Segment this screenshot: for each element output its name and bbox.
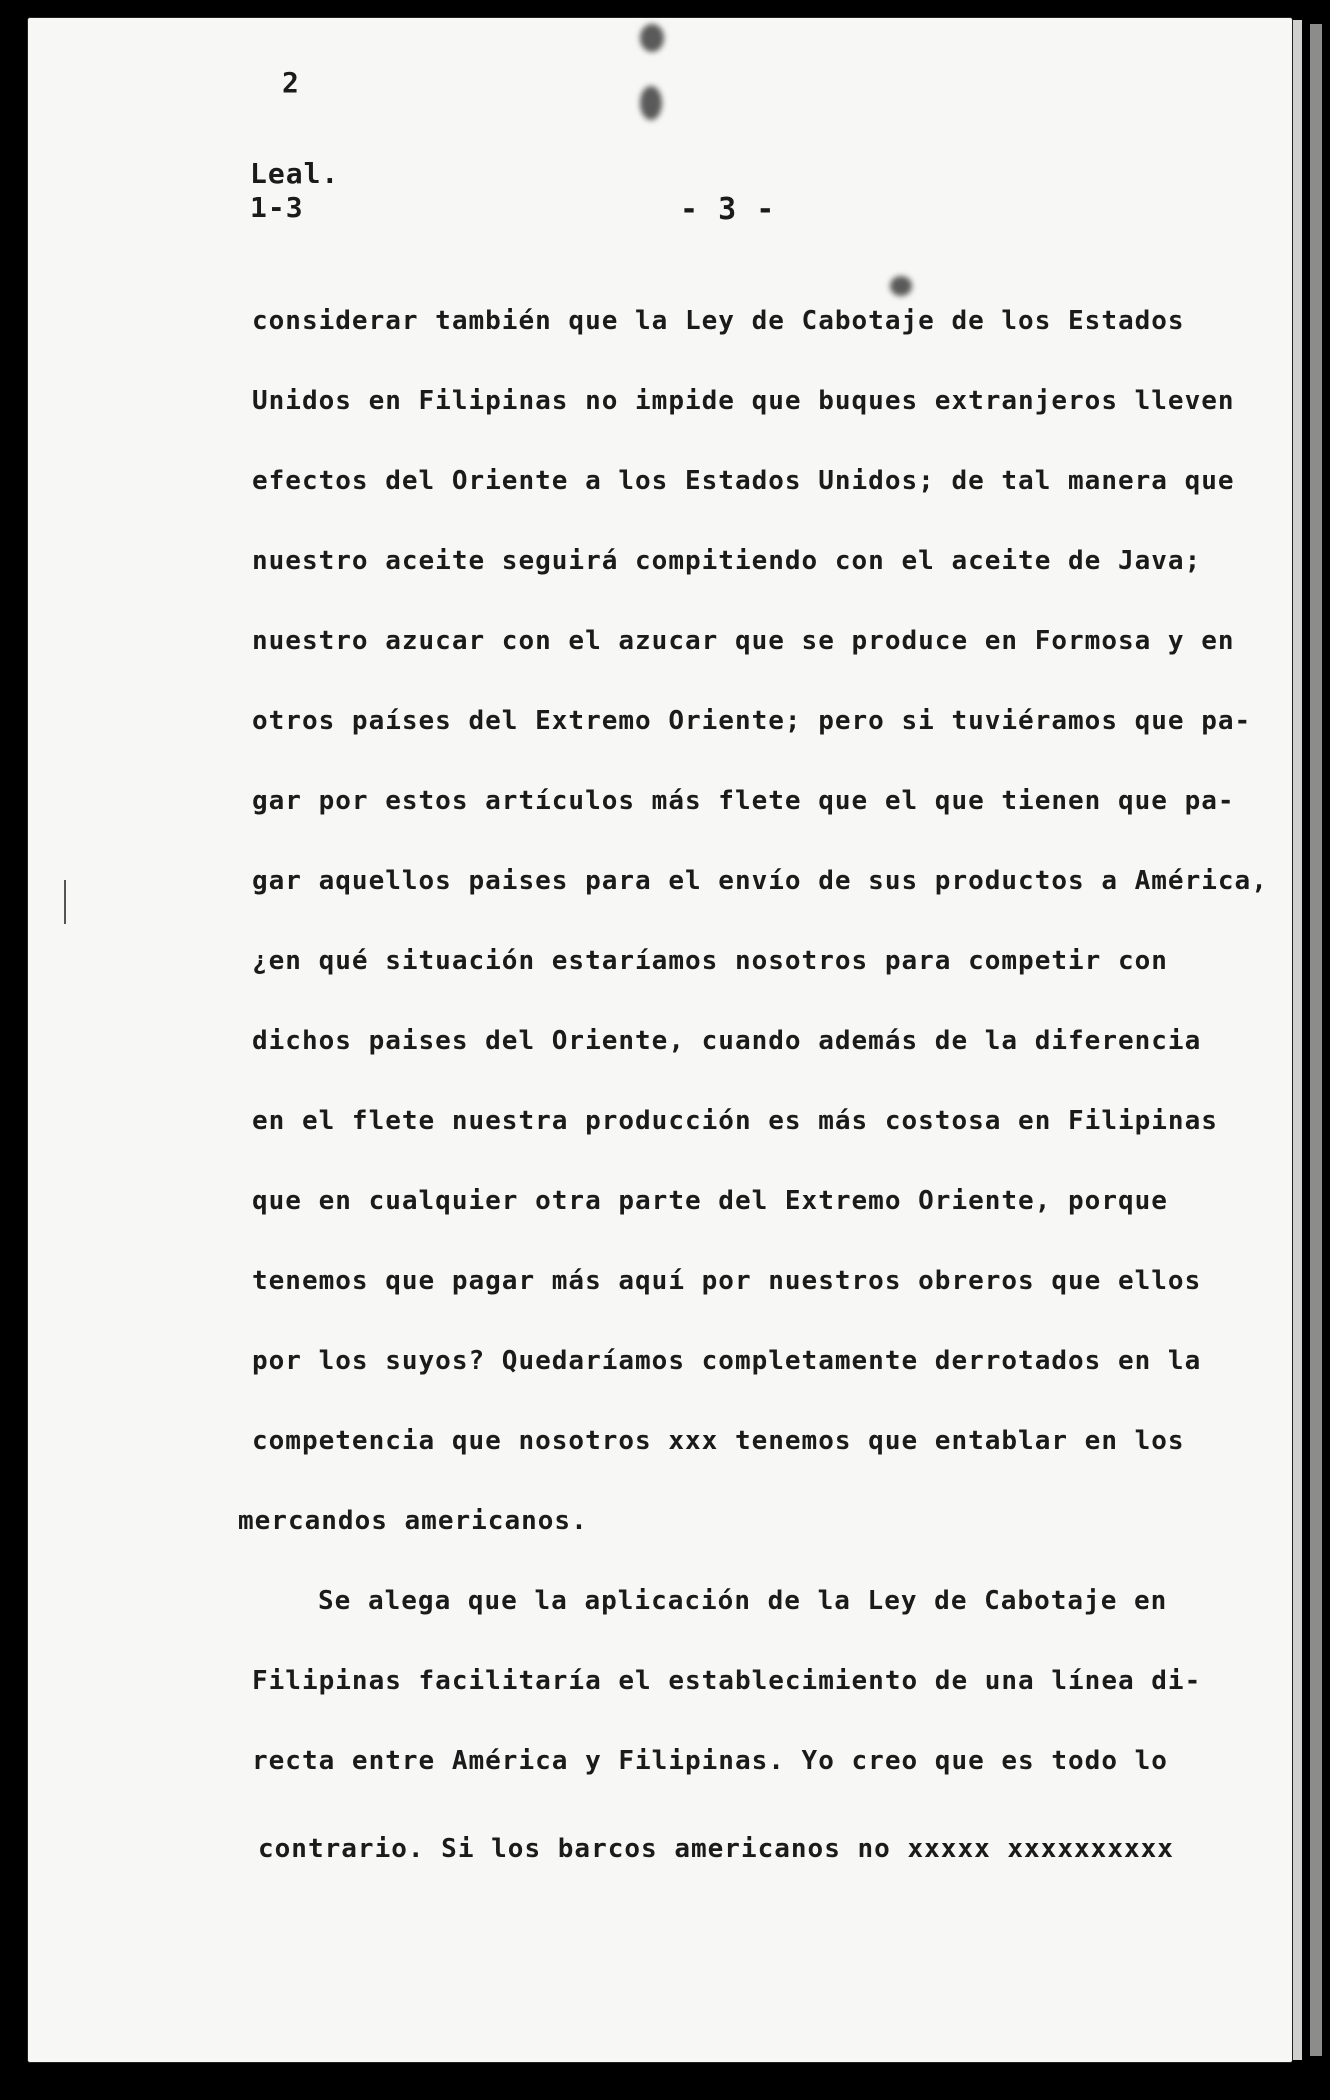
text-line: gar por estos artículos más flete que el que tienen que pa- [252, 786, 1235, 816]
text-line: competencia que nosotros xxx tenemos que entablar en los [252, 1426, 1185, 1456]
text-line: Unidos en Filipinas no impide que buques extranjeros lleven [252, 386, 1235, 416]
text-line: mercandos americanos. [238, 1506, 588, 1536]
text-line: Se alega que la aplicación de la Ley de Cabotaje en [318, 1586, 1168, 1616]
text-line: por los suyos? Quedaríamos completamente derrotados en la [252, 1346, 1202, 1376]
reference-line-2: 1-3 [250, 191, 304, 224]
text-line: dichos paises del Oriente, cuando además de la diferencia [252, 1026, 1202, 1056]
page-mark: 2 [282, 66, 300, 99]
text-line: gar aquellos paises para el envío de sus productos a América, [252, 866, 1268, 896]
text-line: considerar también que la Ley de Cabotaje de los Estados [252, 306, 1185, 336]
ink-blot [890, 276, 912, 296]
text-line: tenemos que pagar más aquí por nuestros obreros que ellos [252, 1266, 1202, 1296]
text-line: en el flete nuestra producción es más costosa en Filipinas [252, 1106, 1218, 1136]
reference-line-1: Leal. [250, 157, 340, 190]
page-number: - 3 - [680, 192, 776, 227]
ink-blot [640, 24, 664, 52]
text-line: que en cualquier otra parte del Extremo Oriente, porque [252, 1186, 1168, 1216]
text-line: otros países del Extremo Oriente; pero si tuviéramos que pa- [252, 706, 1252, 736]
text-line: contrario. Si los barcos americanos no xxxxx xxxxxxxxxx [258, 1834, 1174, 1864]
page-edge-shadow [1310, 24, 1322, 2056]
text-line: recta entre América y Filipinas. Yo creo que es todo lo [252, 1746, 1168, 1776]
text-line: ¿en qué situación estaríamos nosotros para competir con [252, 946, 1168, 976]
text-line: Filipinas facilitaría el establecimiento de una línea di- [252, 1666, 1202, 1696]
margin-mark [64, 880, 66, 924]
text-line: nuestro azucar con el azucar que se produce en Formosa y en [252, 626, 1235, 656]
ink-blot [640, 86, 662, 120]
text-line: nuestro aceite seguirá compitiendo con el aceite de Java; [252, 546, 1202, 576]
text-line: efectos del Oriente a los Estados Unidos; de tal manera que [252, 466, 1235, 496]
